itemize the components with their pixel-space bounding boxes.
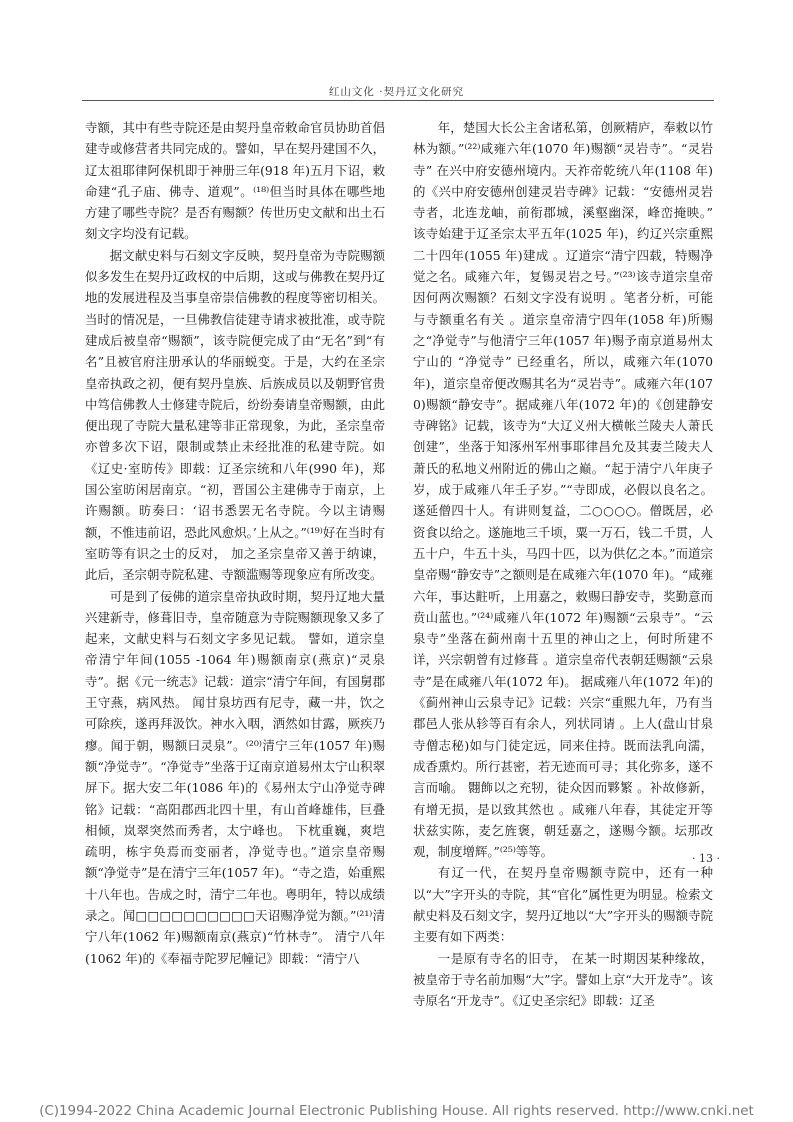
paragraph: 寺额，其中有些寺院还是由契丹皇帝敕命官员协助首倡建寺或修营者共同完成的。譬如，早在契丹建国不久，辽太祖耶律阿保机即于神册三年(918 年)五月下诏，敕命建“孔子庙、佛寺、道观”。⁽¹⁸⁾但当时具体在哪些地方建了哪些寺院？是否有赐额？传世历史文献和出土石刻文字均没有记载。: [85, 120, 385, 242]
paragraph: 据文献史料与石刻文字反映，契丹皇帝为寺院赐额似多发生在契丹辽政权的中后期，这或与佛教在契丹辽地的发展进程及当事皇帝崇信佛教的程度等密切相关。 当时的情况是，一旦佛教信徒建寺请求被批准，或寺院建成后被皇帝“赐额”，该寺院便完成了由“无名”到“有名”且被官府注册承认的华丽蜕变。于是，大约在圣宗皇帝执政之初，便有契丹皇族、后族成员以及朝野官贵中笃信佛教人士修建寺院后，纷纷奏请皇帝赐额，由此便出现了寺院大量私建等非正常现象，为此，圣宗皇帝亦曾多次下诏，限制或禁止未经批准的私建寺院。如《辽史·室昉传》即载：辽圣宗统和八年(990 年)，郑国公室昉闲居南京。“初，晋国公主建佛寺于南京，上许赐额。昉奏曰：‘诏书悉罢无名寺院。今以主请赐额，不惟违前诏，恐此风愈炽。’上从之。”⁽¹⁹⁾好在当时有室昉等有识之士的反对， 加之圣宗皇帝又善于纳谏，此后，圣宗朝寺院私建、寺额滥赐等现象应有所改变。: [85, 247, 385, 583]
paragraph: 可是到了佞佛的道宗皇帝执政时期，契丹辽地大量兴建新寺，修葺旧寺，皇帝随意为寺院赐额现象又多了起来，文献史料与石刻文字多见记载。 譬如，道宗皇帝清宁年间(1055 -1064 年)赐额南京(燕京)“灵泉寺”。据《元一统志》记载：道宗“清宁年间，有国舅郡王守燕，病风热。 闻甘泉坊西有尼寺，藏一井，饮之可除疾，遂再拜汲饮。神水入咽，洒然如甘露，厥疾乃瘳。闻于朝，赐额曰灵泉”。⁽²⁰⁾清宁三年(1057 年)赐额“净觉寺”。“净觉寺”坐落于辽南京道易州太宁山积翠屏下。据大安二年(1086 年)的《易州太宁山净觉寺碑铭》记载：“高阳郡西北四十里，有山首峰雄伟，巨叠相倾，岚翠突然而秀者，太宁峰也。 下枕重巍，爽垲疏明，栋宇奂焉而变丽者，净觉寺也。”道宗皇帝赐额“净觉寺”是在清宁三年(1057 年)。“寺之造，始重熙十八年也。告成之时，清宁二年也。粤明年，特以成绩录之。闻□□□□□□□□□□天诏赐净觉为额。”⁽²¹⁾清宁八年(1062 年)赐额南京(燕京)“竹林寺”。 清宁八年(1062 年)的《奉福寺陀罗尼幢记》即载：“清宁八: [85, 588, 385, 966]
page-number: · 13 ·: [692, 852, 720, 865]
running-header: 红山文化 ·契丹辽文化研究: [328, 86, 465, 98]
header-rule: [82, 100, 714, 101]
paragraph: 年，楚国大长公主舍诸私第，创厥精庐，奉敕以竹林为额。”⁽²²⁾咸雍六年(1070 年)赐额“灵岩寺”。“灵岩寺” 在兴中府安德州境内。天祚帝乾统八年(1108 年)的《兴中府安德州创建灵岩寺碑》记载：“安德州灵岩寺者，北连龙岫，前衔郡城，溪壑幽深，峰峦掩映。” 该寺始建于辽圣宗太平五年(1025 年)，约辽兴宗重熙二十四年(1055 年)建成 。辽道宗“清宁四载，特赐净觉之名。咸雍六年，复锡灵岩之号。”⁽²³⁾该寺道宗皇帝因何两次赐额？石刻文字没有说明 。笔者分析，可能与寺额重名有关 。道宗皇帝清宁四年(1058 年)所赐之“净觉寺”与他清宁三年(1057 年)赐予南京道易州太宁山的 “净觉寺” 已经重名，所以，咸雍六年(1070 年)，道宗皇帝便改赐其名为“灵岩寺”。咸雍六年(1070)赐额“静安寺”。据咸雍八年(1072 年)的《创建静安寺碑铭》记载，该寺为“大辽义州大横帐兰陵夫人萧氏创建”，坐落于知涿州军州事耶律昌允及其妻兰陵夫人萧氏的私地义州附近的佛山之巅。“起于清宁八年庚子岁，成于咸雍八年壬子岁。”“寺即成，必假以良名之。遂延僧四十人。有讲则复益，二○○○○。僧既居，必资食以给之。遂施地三千顷，粟一万石，钱二千贯，人五十户，牛五十头，马四十匹，以为供亿之本。”而道宗皇帝赐“静安寺”之额则是在咸雍六年(1070 年)。“咸雍六年，事达黈听，上用嘉之，敕赐曰静安寺，奖勤意而贲山蓝也。”⁽²⁴⁾咸雍八年(1072 年)赐额“云泉寺”。“云泉寺”坐落在蓟州南十五里的神山之上，何时所建不详，兴宗朝曾有过修葺 。道宗皇帝代表朝廷赐额“云泉寺”是在咸雍八年(1072 年)。 据咸雍八年(1072 年)的《蓟州神山云泉寺记》记载：兴宗“重熙九年，乃有当郡邑人张从轸等百有余人，列状同请 。上人(盘山甘泉寺僧志秘)如与门徒定远，同来住持。既而法乳向濡，成香熏灼。所行甚密，若无迹而可寻；其化弥多，遂不言而喻。 翾飾以之充牣，徒众因而夥繁 。补故修新，有增无损，是以致其然也 。咸雍八年春，其徒定开等状兹实陈，麦乞旌褒，朝廷嘉之，遂赐今额。坛那改观，制度增辉。”⁽²⁵⁾等等。: [413, 120, 713, 860]
paragraph: 有辽一代，在契丹皇帝赐额寺院中，还有一种以“大”字开头的寺院，其“官化”属性更为明显。检索文献史料及石刻文字，契丹辽地以“大”字开头的赐额寺院主要有如下两类：: [413, 865, 713, 945]
copyright-footer: (C)1994-2022 China Academic Journal Electronic Publishing House. All rights reserved. http://www.cnki.net: [39, 1104, 754, 1119]
paragraph: 一是原有寺名的旧寺， 在某一时期因某种缘故，被皇帝于寺名前加赐“大”字。譬如上京“大开龙寺”。该寺原名“开龙寺”。《辽史圣宗纪》即载：辽圣: [413, 950, 713, 1009]
left-column: [85, 117, 385, 966]
